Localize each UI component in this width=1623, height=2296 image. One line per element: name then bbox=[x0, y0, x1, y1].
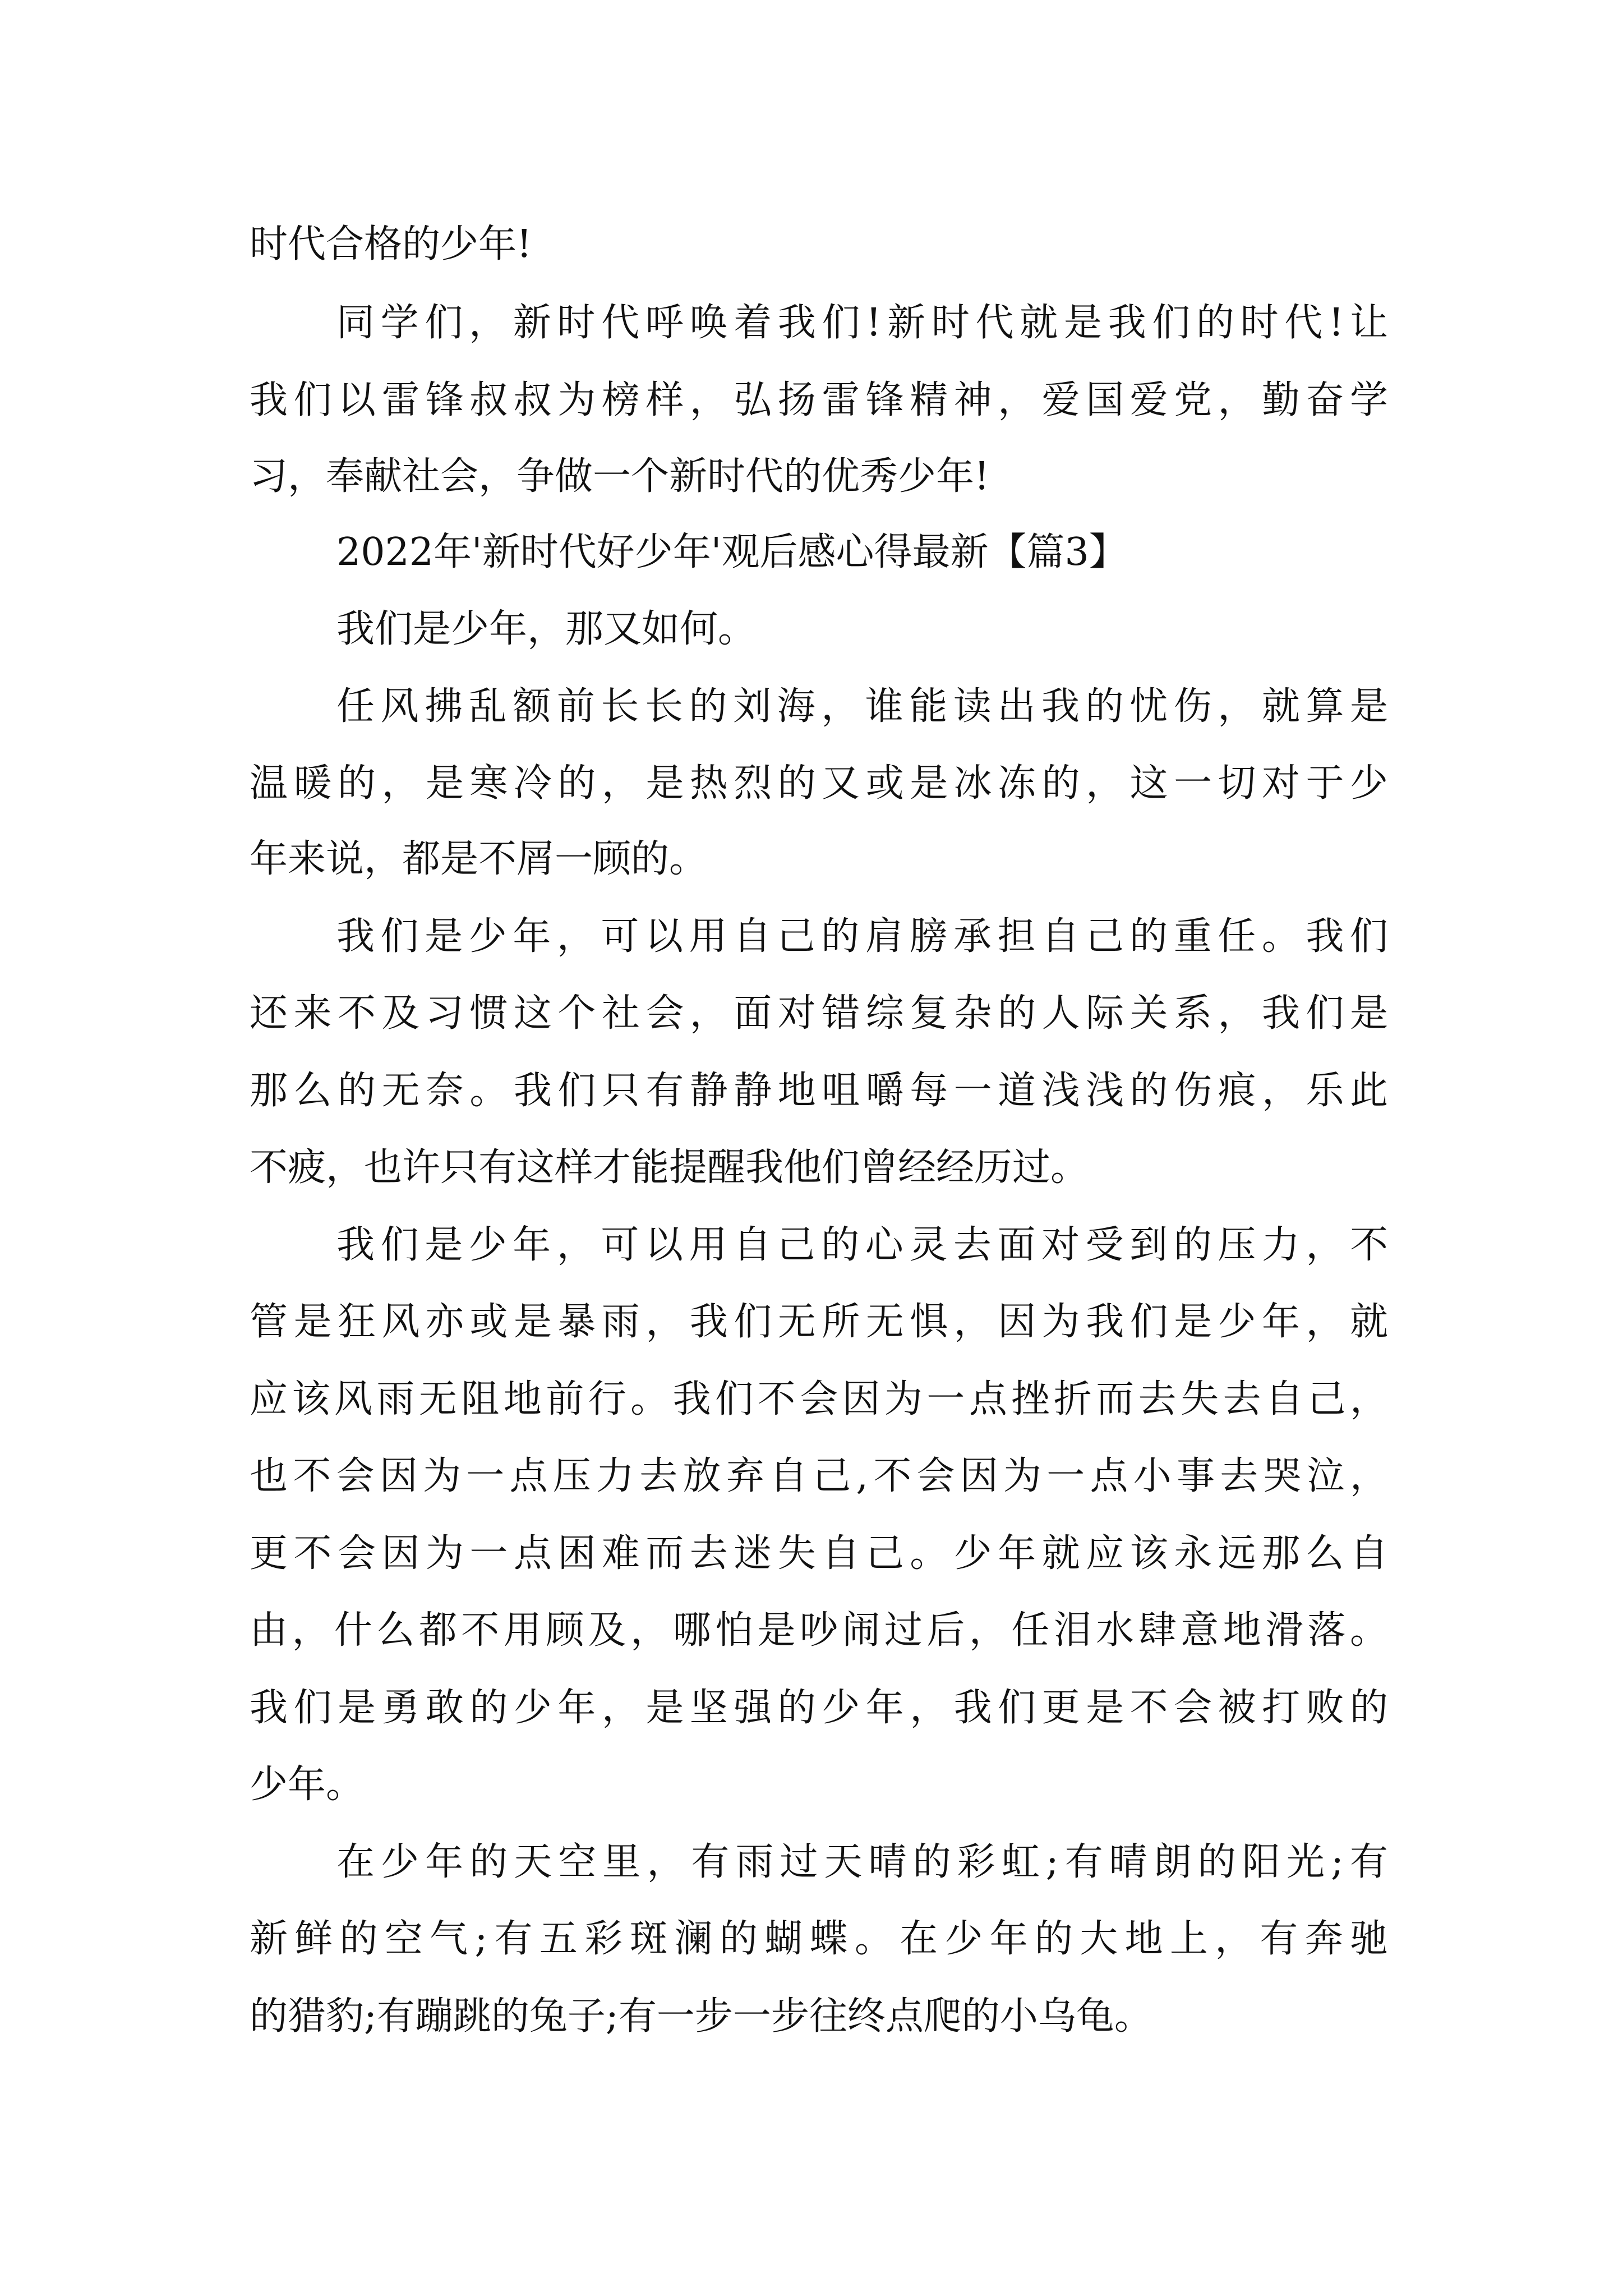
text-line: 温暖的，是寒冷的，是热烈的又或是冰冻的，这一切对于少 bbox=[250, 761, 1388, 806]
paragraph-first-line: 任风拂乱额前长长的刘海，谁能读出我的忧伤，就算是 bbox=[336, 684, 1388, 729]
text-line: 我们以雷锋叔叔为榜样，弘扬雷锋精神，爱国爱党，勤奋学 bbox=[250, 378, 1388, 422]
section-heading: 2022年'新时代好少年'观后感心得最新【篇3】 bbox=[336, 530, 1127, 574]
text-line: 的猎豹;有蹦跳的兔子;有一步一步往终点爬的小乌龟。 bbox=[250, 1994, 1152, 2039]
paragraph-first-line: 在少年的天空里，有雨过天晴的彩虹;有晴朗的阳光;有 bbox=[336, 1840, 1388, 1884]
paragraph-first-line: 我们是少年，那又如何。 bbox=[336, 607, 757, 651]
text-line: 由，什么都不用顾及，哪怕是吵闹过后，任泪水肆意地滑落。 bbox=[250, 1608, 1388, 1653]
text-line: 习，奉献社会，争做一个新时代的优秀少年! bbox=[250, 454, 990, 499]
paragraph-first-line: 我们是少年，可以用自己的肩膀承担自己的重任。我们 bbox=[336, 914, 1388, 959]
paragraph-first-line: 我们是少年，可以用自己的心灵去面对受到的压力，不 bbox=[336, 1223, 1388, 1267]
text-line: 年来说，都是不屑一顾的。 bbox=[250, 837, 708, 881]
text-line: 也不会因为一点压力去放弃自己,不会因为一点小事去哭泣， bbox=[250, 1454, 1388, 1498]
text-line: 那么的无奈。我们只有静静地咀嚼每一道浅浅的伤痕，乐此 bbox=[250, 1069, 1388, 1113]
text-line: 更不会因为一点困难而去迷失自己。少年就应该永远那么自 bbox=[250, 1531, 1388, 1576]
text-line: 我们是勇敢的少年，是坚强的少年，我们更是不会被打败的 bbox=[250, 1686, 1388, 1730]
text-line: 时代合格的少年! bbox=[250, 222, 532, 266]
text-line: 新鲜的空气;有五彩斑澜的蝴蝶。在少年的大地上，有奔驰 bbox=[250, 1917, 1388, 1961]
text-line: 管是狂风亦或是暴雨，我们无所无惧，因为我们是少年，就 bbox=[250, 1300, 1388, 1344]
text-line: 少年。 bbox=[250, 1763, 365, 1807]
text-line: 不疲，也许只有这样才能提醒我他们曾经经历过。 bbox=[250, 1145, 1089, 1190]
text-line: 应该风雨无阻地前行。我们不会因为一点挫折而去失去自己， bbox=[250, 1377, 1388, 1421]
text-line: 还来不及习惯这个社会，面对错综复杂的人际关系，我们是 bbox=[250, 991, 1388, 1036]
paragraph-first-line: 同学们，新时代呼唤着我们!新时代就是我们的时代!让 bbox=[336, 301, 1388, 345]
